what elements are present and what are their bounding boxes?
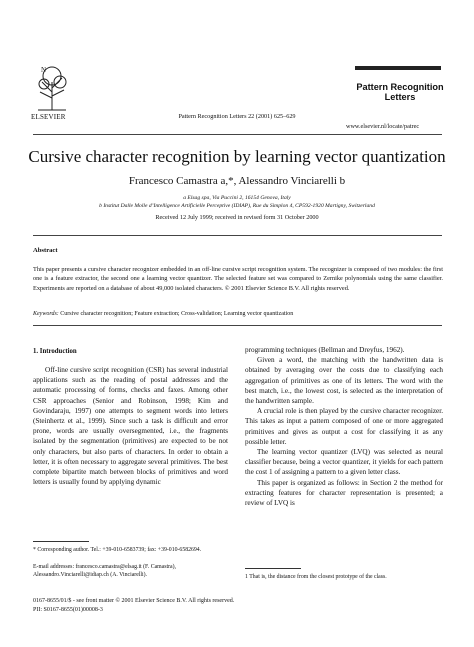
elsevier-tree-logo: [32, 62, 72, 114]
right-paragraph-4: The learning vector quantizer (LVQ) was selected as neural classifier because, being a vector quantizer, it yields for each pattern the cost 1 of assigning a pattern to a given letter class.: [245, 448, 443, 477]
abstract-text: This paper presents a cursive character recognizer embedded in an off-line cursive script recognition system. The recognizer is composed of two modules: the first one is a feature extractor, the second one a learning vector quantizer. The selected feature set was compared to Zernike polynomials using the same classifier. Experiments are reported on a database of about 49,000 isolated characters. © 2001 Elsevier Science B.V. All rights reserved.: [33, 266, 443, 292]
article-title: Cursive character recognition by learning vector quantization: [28, 147, 446, 166]
right-column: [245, 345, 443, 508]
abstract-bottom-rule: [33, 325, 442, 326]
received-dates: Received 12 July 1999; received in revised form 31 October 2000: [155, 214, 319, 221]
affiliation-b: b Institut Dalle Molle d’Intelligence Artificielle Perceptive (IDIAP), Rue du Simplon 4, CP592-1920 Martigny, Switzerland: [99, 203, 375, 209]
journal-citation: Pattern Recognition Letters 22 (2001) 625–629: [178, 113, 296, 120]
right-paragraph-1: programming techniques (Bellman and Dreyfus, 1962).: [245, 346, 405, 354]
journal-logo-bar: [355, 66, 441, 70]
intro-paragraph: Off-line cursive script recognition (CSR) has several industrial applications such as the reading of postal addresses and the automatic processing of forms, checks and faxes. Among other CSR approaches (Senior and Robinson, 1998; Kim and Govindaraju, 1997) one attempts to segment words into letters (Steinhertz et al., 1999). Since such a task is difficult and error prone, words are usually oversegmented, i.e., the fragments isolated by the segmentation (primitives) are expected to be not only characters, but also parts of characters. In order to obtain a letter, it is often necessary to aggregate several primitives. The best complete bipartite match between blocks of primitives and word letters is usually found by applying dynamic: [33, 366, 228, 487]
right-paragraph-3: A crucial role is then played by the cursive character recognizer. This takes as input a pattern composed of one or more aggregated primitives and gives as output a cost for classifying it as any possible letter.: [245, 407, 443, 446]
left-footnote-rule: [33, 541, 89, 542]
article-authors: Francesco Camastra a,*, Alessandro Vinciarelli b: [128, 175, 346, 187]
front-matter-line: 0167-8655/01/$ - see front matter © 2001 Elsevier Science B.V. All rights reserved.: [33, 598, 235, 604]
journal-url: www.elsevier.nl/locate/patrec: [346, 123, 420, 130]
footnote-1: 1 That is, the distance from the closest prototype of the class.: [245, 574, 387, 580]
publisher-logo-caption: ELSEVIER: [31, 113, 66, 121]
right-paragraph-5: This paper is organized as follows: in Section 2 the method for extracting features for character representation is presented; a review of LVQ is: [245, 478, 443, 508]
journal-logo-title: Pattern Recognition Letters: [356, 82, 444, 102]
right-footnote-rule: [245, 568, 301, 569]
footnote-email: E-mail addresses: francesco.camastra@elsag.it (F. Camastra), Alessandro.Vinciarelli@idiap.ch (A. Vinciarelli).: [33, 564, 176, 579]
left-column: [33, 365, 228, 487]
keywords-list: Cursive character recognition; Feature extraction; Cross-validation; Learning vector quantization: [60, 311, 294, 317]
abstract-heading: Abstract: [33, 247, 58, 254]
keywords-label: Keywords:: [33, 311, 59, 317]
keywords: [33, 311, 443, 317]
pii-line: PII: S0167-8655(01)00008-3: [33, 607, 103, 613]
header-rule: [33, 134, 442, 135]
abstract-top-rule: [33, 235, 442, 236]
affiliation-a: a Elsag spa, Via Puccini 2, 16154 Genova, Italy: [183, 195, 291, 201]
section-heading-introduction: 1. Introduction: [33, 348, 77, 355]
footnote-corresponding: * Corresponding author. Tel.: +39-010-6583739; fax: +39-010-6582694.: [33, 547, 202, 553]
svg-text:N: N: [41, 66, 47, 74]
right-paragraph-2: Given a word, the matching with the handwritten data is obtained by averaging over the costs due to classifying each aggregation of primitives as one of its letters. The word with the best match, i.e., the lowest cost, is selected as the interpretation of the handwritten sample.: [245, 356, 443, 406]
